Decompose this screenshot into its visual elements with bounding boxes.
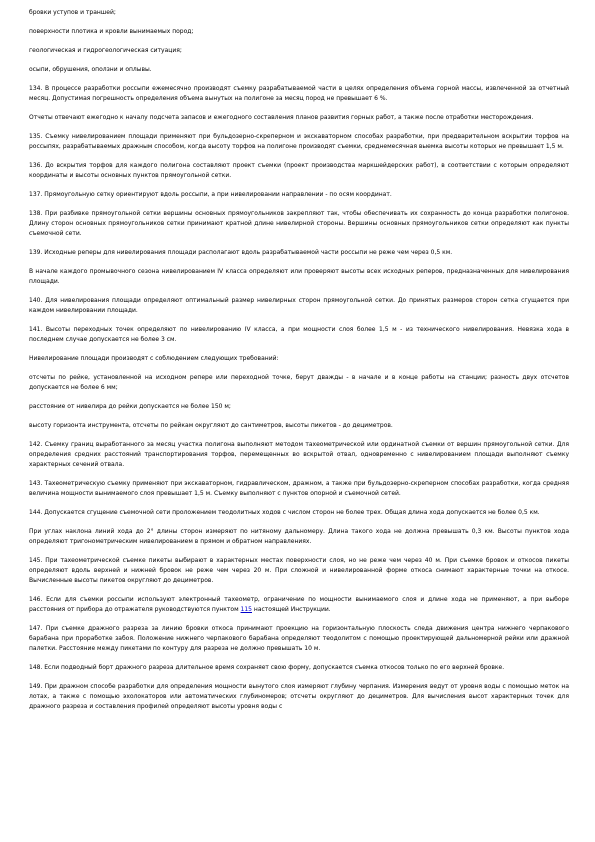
paragraph-13: 141. Высоты переходных точек определяют по нивелированию IV класса, а при мощности слоя более 1,5 м - из технического нивелирования. Невязка хода в последнем случае допускается не более 3 см. <box>29 326 569 343</box>
paragraph-6: 135. Съемку нивелированием площади применяют при бульдозерно-скреперном и экскаваторном способах разработки, при предварительном вскрытии торфов на россыпях, разрабатываемых дражным способом, когда высоту торфов на полигоне производят съемки, среднемесячная выемка высоты которых не превышает 1,5 м. <box>29 133 569 150</box>
paragraph-0: бровки уступов и траншей; <box>29 9 116 16</box>
paragraph-23-after: настоящей Инструкции. <box>252 606 331 613</box>
paragraph-9: 138. При разбивке прямоугольной сетки вершины основных прямоугольников закрепляют так, чтобы обеспечивать их сохранность до конца разработки полигонов. Длину сторон основных прямоугольников сетки принимают кратной длине нивелирной стороны. Вершины основных прямоугольников сетки определяют как пункты съемочной сети. <box>29 210 569 237</box>
paragraph-21: При углах наклона линий хода до 2° длины сторон измеряют по нитяному дальномеру. Длина такого хода не должна превышать 0,3 км. Высоты пунктов хода определяют тригонометрическим нивелированием в прямом и обратном направлениях. <box>29 528 569 545</box>
paragraph-5: Отчеты отвечают ежегодно к началу подсчета запасов и ежегодного составления планов развития горных работ, а также после отработки месторождения. <box>29 114 534 121</box>
paragraph-8: 137. Прямоугольную сетку ориентируют вдоль россыпи, а при нивелировании направлении - по осям координат. <box>29 191 392 198</box>
document-page <box>29 8 569 712</box>
paragraph-20: 144. Допускается сгущение съемочной сети проложением теодолитных ходов с числом сторон не более трех. Общая длина хода допускается не более 0,5 км. <box>29 509 540 516</box>
paragraph-17: высоту горизонта инструмента, отсчеты по рейкам округляют до сантиметров, высоты пикетов - до дециметров. <box>29 422 393 429</box>
paragraph-18: 142. Съемку границ выработанного за месяц участка полигона выполняют методом тахеометрической или ординатной съемки от вершин прямоугольной сетки. Для определения средних расстояний транспортирования торфов, перемещенных во вскрытой отвал, одновременно с нивелированием площади выполняют съемку характерных сечений отвала. <box>29 441 569 468</box>
paragraph-1: поверхности плотика и кровли вынимаемых пород; <box>29 28 194 35</box>
paragraph-22: 145. При тахеометрической съемке пикеты выбирают в характерных местах поверхности слоя, но не реже чем через 40 м. При съемке бровок и откосов пикеты определяют вдоль верхней и нижней бровок не реже чем через 20 м. При сложной и нивелированной форме откоса снимают характерные точки на откосе. Вычисленные высоты пикетов округляют до дециметров. <box>29 557 569 584</box>
clause-115-link[interactable]: 115 <box>240 606 252 613</box>
paragraph-14: Нивелирование площади производят с соблюдением следующих требований: <box>29 355 279 362</box>
paragraph-15: отсчеты по рейке, установленной на исходном репере или переходной точке, берут дважды - в начале и в конце работы на станции; разность двух отсчетов допускается не более 6 мм; <box>29 374 569 391</box>
paragraph-2: геологическая и гидрогеологическая ситуация; <box>29 47 182 54</box>
paragraph-19: 143. Тахеометрическую съемку применяют при экскаваторном, гидравлическом, дражном, а также при бульдозерно-скреперном способах разработки, когда средняя величина мощности вынимаемого слоя превышает 1,5 м. Съемку выполняют с пунктов опорной и съемочной сетей. <box>29 480 569 497</box>
paragraph-10: 139. Исходные реперы для нивелирования площади располагают вдоль разрабатываемой части россыпи не реже чем через 0,5 км. <box>29 249 453 256</box>
paragraph-11: В начале каждого промывочного сезона нивелированием IV класса определяют или проверяют высоты всех исходных реперов, предназначенных для нивелирования площади. <box>29 268 569 285</box>
paragraph-4: 134. В процессе разработки россыпи ежемесячно производят съемку разрабатываемой части в целях определения объема горной массы, извлеченной за отчетный месяц. Допустимая погрешность определения объема вынутых на полигоне за месяц пород не превышает 6 %. <box>29 85 569 102</box>
paragraph-7: 136. До вскрытия торфов для каждого полигона составляют проект съемки (проект производства маркшейдерских работ), в соответствии с которым определяют координаты и высоты основных пунктов прямоугольной сетки. <box>29 162 569 179</box>
paragraph-24: 147. При съемке дражного разреза за линию бровки откоса принимают проекцию на горизонтальную плоскость следа движения центра нижнего черпакового барабана при проработке забоя. Положение нижнего черпакового барабана определяют теодолитом с помощью проектирующей дальномерной рейки или дражной палетки. Расстояние между пикетами по контуру для разреза не должно превышать 10 м. <box>29 625 569 652</box>
paragraph-23-text: 146. Если для съемки россыпи используют электронный тахеометр, ограничение по мощности вынимаемого слоя и длине хода не применяют, а при выборе расстояния от прибора до отражателя руководствуются пунктом <box>29 596 569 613</box>
paragraph-3: осыпи, обрушения, оползни и оплывы. <box>29 66 152 73</box>
paragraph-23 <box>29 595 569 615</box>
paragraph-12: 140. Для нивелирования площади определяют оптимальный размер нивелирных сторон прямоугольной сетки. До принятых размеров сторон сетка сгущается при каждом нивелировании площади. <box>29 297 569 314</box>
paragraph-25: 148. Если подводный борт дражного разреза длительное время сохраняет свою форму, допускается съемка откосов только по его верхней бровке. <box>29 664 505 671</box>
paragraph-26: 149. При дражном способе разработки для определения мощности вынутого слоя измеряют глубину черпания. Измерения ведут от уровня воды с помощью меток на лотах, а также с помощью эхолокаторов или автоматических глубиномеров; отсчеты округляют до дециметров. Для вычисления высот характерных точек для дражного разреза и составления профилей определяют высоты уровня воды с <box>29 683 569 710</box>
paragraph-16: расстояние от нивелира до рейки допускается не более 150 м; <box>29 403 231 410</box>
